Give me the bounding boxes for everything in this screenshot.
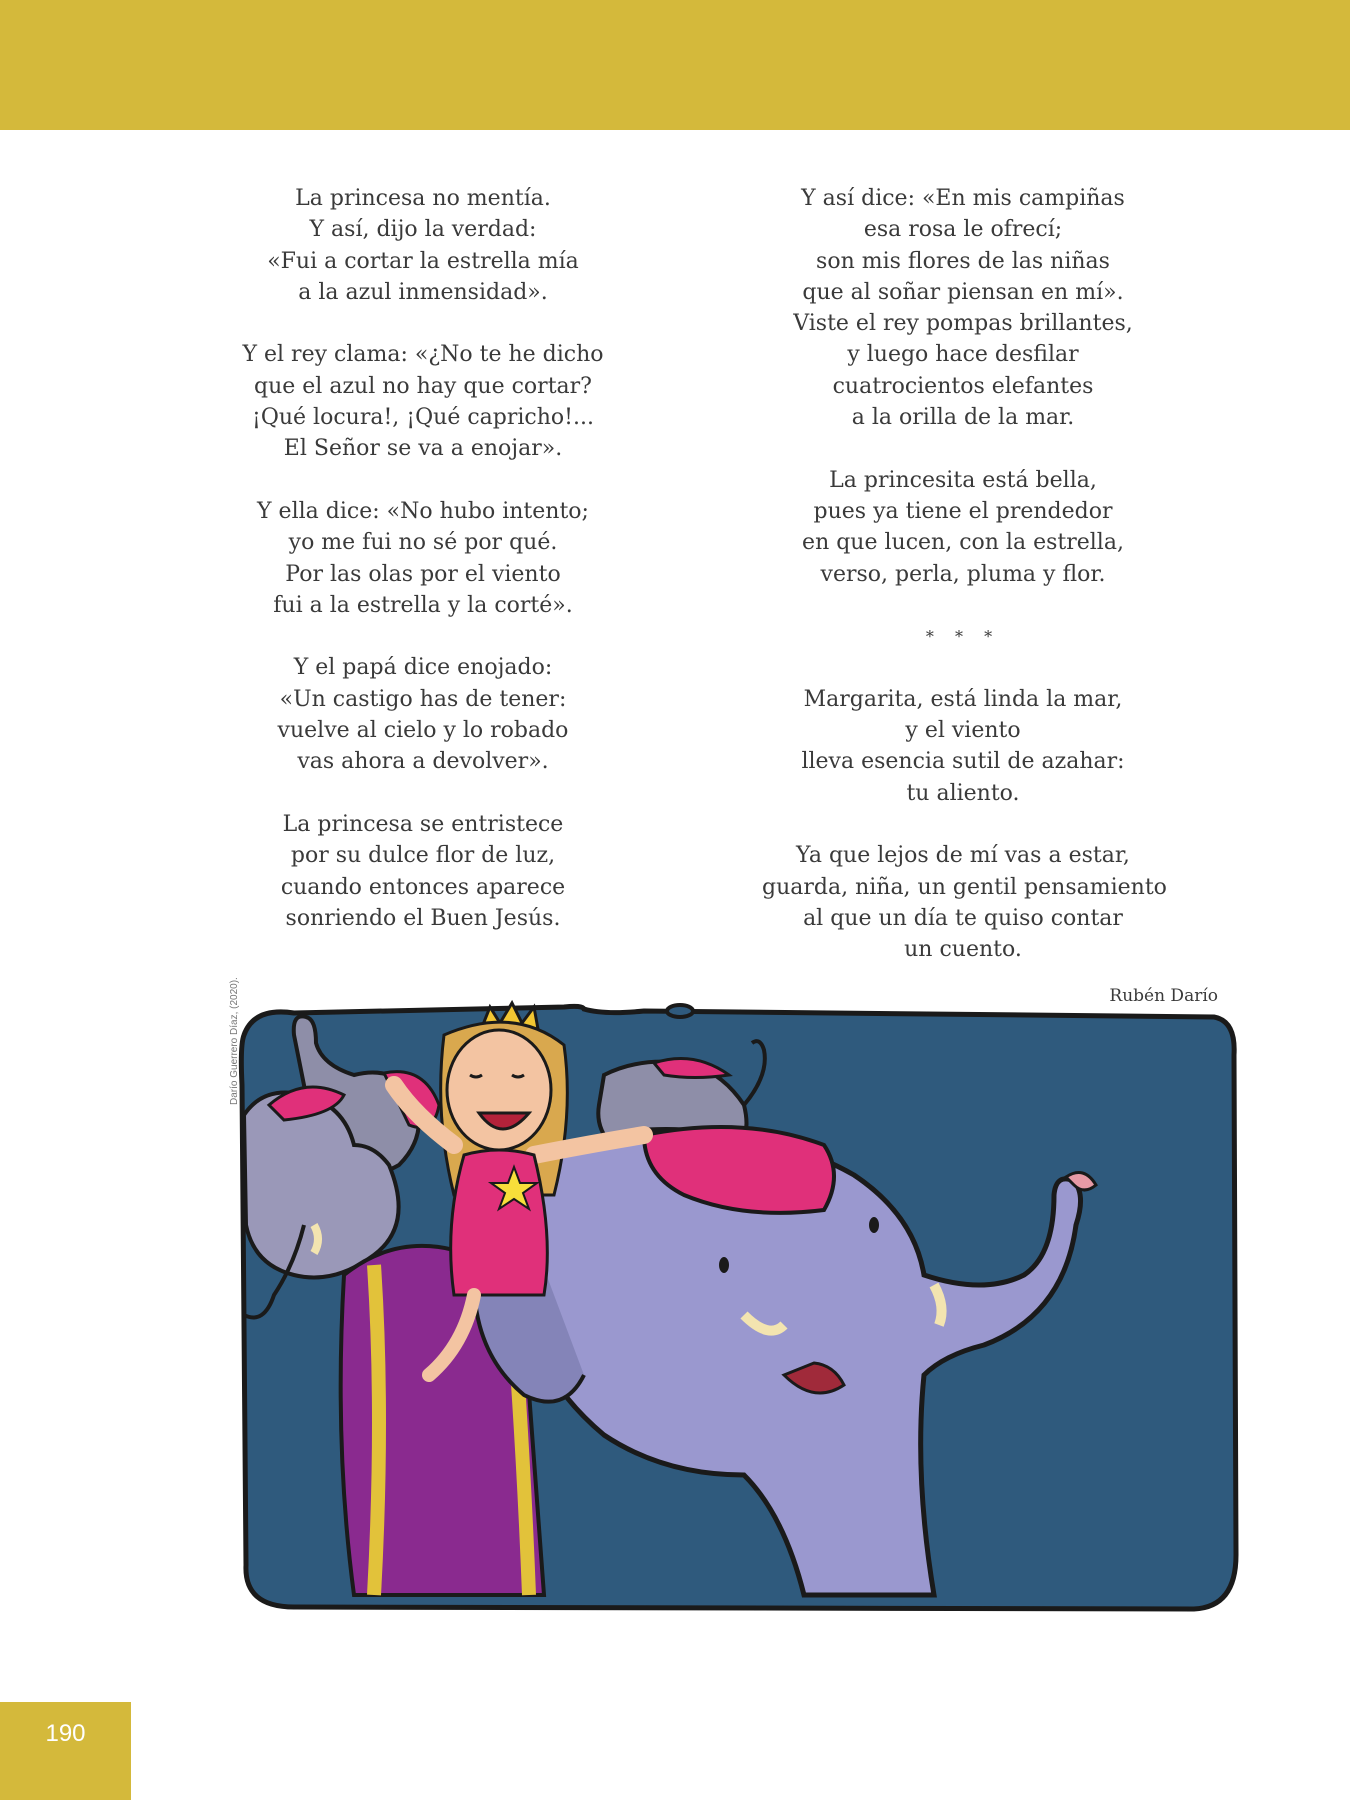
poem-stanza bbox=[762, 183, 1164, 433]
poem-line: Viste el rey pompas brillantes, bbox=[793, 311, 1133, 337]
poem-stanza bbox=[222, 183, 624, 308]
poem-line: por su dulce flor de luz, bbox=[290, 843, 556, 869]
poem-stanza bbox=[762, 684, 1164, 809]
poem-line: a la orilla de la mar. bbox=[851, 405, 1075, 431]
poem-line: tu aliento. bbox=[906, 780, 1020, 806]
poem-line: al que un día te quiso contar bbox=[803, 905, 1123, 931]
princess-dress bbox=[451, 1150, 548, 1295]
poem-line: y el viento bbox=[905, 718, 1021, 744]
frame-blob bbox=[667, 1005, 693, 1017]
illustration-credit: Darío Guerrero Díaz, (2020). bbox=[229, 977, 240, 1105]
poem-line: Y así, dijo la verdad: bbox=[309, 217, 537, 243]
poem-line: vuelve al cielo y lo robado bbox=[277, 718, 569, 744]
poem-line: que al soñar piensan en mí». bbox=[802, 279, 1124, 305]
poem-line: «Fui a cortar la estrella mía bbox=[267, 248, 579, 274]
poem-line: Por las olas por el viento bbox=[285, 561, 561, 587]
page-number: 190 bbox=[45, 1720, 86, 1747]
poem-line: pues ya tiene el prendedor bbox=[813, 498, 1113, 524]
poem-line: a la azul inmensidad». bbox=[298, 279, 548, 305]
poem-line: un cuento. bbox=[904, 937, 1022, 963]
poem-line: y luego hace desfilar bbox=[847, 342, 1079, 368]
poem-line: que el azul no hay que cortar? bbox=[254, 373, 592, 399]
poem-line: cuando entonces aparece bbox=[280, 874, 566, 900]
page-number-box bbox=[0, 1702, 131, 1800]
poem-line: Ya que lejos de mí vas a estar, bbox=[796, 843, 1130, 869]
poem-line: La princesa se entristece bbox=[282, 811, 564, 837]
poem-stanza bbox=[222, 809, 624, 934]
poem-line: fui a la estrella y la corté». bbox=[273, 592, 573, 618]
poem-line: vas ahora a devolver». bbox=[297, 749, 549, 775]
poem-stanza bbox=[762, 840, 1167, 965]
poem-line: esa rosa le ofrecí; bbox=[863, 217, 1063, 243]
princess-elephants-illustration bbox=[224, 995, 1248, 1625]
poem-line: Y así dice: «En mis campiñas bbox=[801, 186, 1125, 211]
stanza-separator: * * * bbox=[925, 627, 1001, 647]
poem-line: «Un castigo has de tener: bbox=[279, 686, 567, 712]
poem-column-left bbox=[222, 183, 624, 965]
poem-line: Y ella dice: «No hubo intento; bbox=[257, 498, 589, 524]
poem-line: Y el papá dice enojado: bbox=[293, 655, 553, 681]
poem-line: en que lucen, con la estrella, bbox=[802, 530, 1124, 556]
princess-face bbox=[447, 1030, 551, 1150]
poem-line: La princesita está bella, bbox=[829, 467, 1097, 493]
poem-line: guarda, niña, un gentil pensamiento bbox=[762, 874, 1167, 900]
poem-line: verso, perla, pluma y flor. bbox=[820, 561, 1106, 587]
poem-stanza bbox=[222, 339, 624, 464]
poem-line: Y el rey clama: «¿No te he dicho bbox=[242, 342, 604, 368]
poem-column-right bbox=[762, 183, 1167, 997]
poem-line: son mis flores de las niñas bbox=[816, 248, 1110, 274]
poem-author: Rubén Darío bbox=[1109, 986, 1218, 1006]
poem-line: cuatrocientos elefantes bbox=[832, 373, 1094, 399]
poem-line: sonriendo el Buen Jesús. bbox=[285, 905, 561, 931]
poem-stanza bbox=[762, 465, 1164, 590]
poem-line: La princesa no mentía. bbox=[295, 186, 551, 211]
poem-line: yo me fui no sé por qué. bbox=[288, 530, 558, 556]
poem-line: El Señor se va a enojar». bbox=[283, 436, 563, 462]
poem-stanza bbox=[222, 652, 624, 777]
top-color-band bbox=[0, 0, 1350, 130]
poem-line: lleva esencia sutil de azahar: bbox=[801, 749, 1125, 775]
poem-line: Margarita, está linda la mar, bbox=[803, 686, 1123, 712]
poem-line: ¡Qué locura!, ¡Qué capricho!... bbox=[252, 405, 594, 431]
poem-stanza bbox=[222, 496, 624, 621]
